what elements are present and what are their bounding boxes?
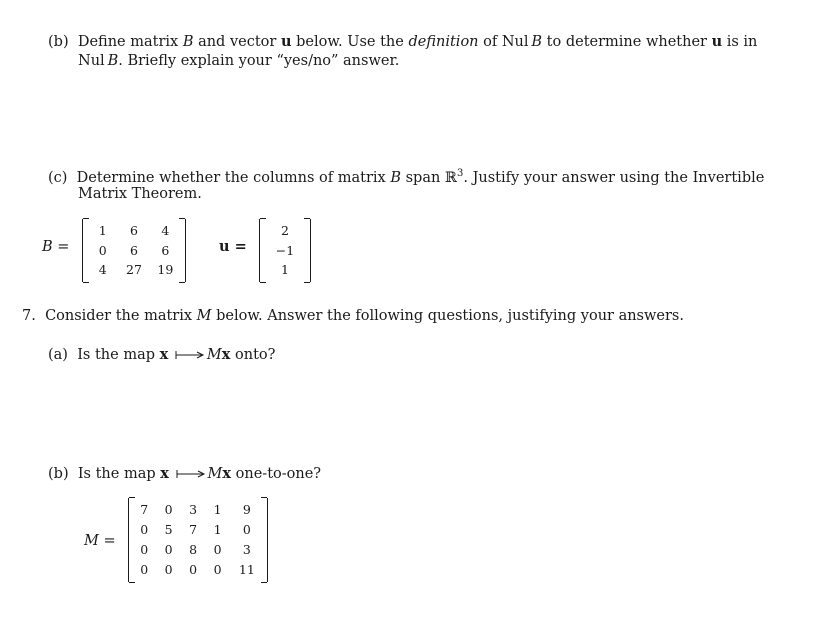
part-b-line-1 [48,33,757,51]
var: B [390,170,401,186]
matrix-cell: 7 [189,522,198,537]
matrix-cell: 0 [140,542,149,557]
part-b-line-2 [78,52,399,70]
matrix-b-label [42,238,69,256]
maps-to-arrow-icon [175,350,205,360]
matrix-cell: 0 [213,542,222,557]
matrix-cell: 1 [213,502,222,517]
q7a-label: (a) [48,347,68,363]
var: M [207,466,223,482]
var: B [182,34,194,50]
matrix-cell: 0 [140,562,149,577]
reals-symbol: ℝ [444,170,457,186]
text: to determine whether [542,34,712,50]
text: Is the map [77,466,161,482]
matrix-cell: 0 [98,242,107,258]
q7-label: 7. [22,308,36,324]
var: x [221,346,231,363]
var: B [107,53,119,69]
matrix-cell: −1 [275,242,295,258]
matrix-cell: 11 [238,562,255,577]
label-text: M = [84,533,116,549]
vector-u [259,219,311,282]
matrix-cell: 6 [130,242,138,258]
matrix-cell: 0 [213,562,222,577]
part-c-line-1 [48,165,764,187]
text: of Nul [478,34,529,50]
exponent: 3 [457,168,464,179]
var: B [531,34,543,50]
var: u [280,33,292,50]
q7b-line [48,465,321,483]
emphasis: definition [408,34,479,50]
matrix-cell: 0 [164,542,173,557]
matrix-cell: 6 [130,223,138,238]
text: below. Answer the following questions, justifying your answers. [211,308,684,324]
var: x [160,465,169,482]
label-text: B = [42,239,70,255]
matrix-cell: 4 [161,223,170,238]
matrix-cell: 0 [242,522,251,537]
text: is in [722,34,758,50]
var: x [159,346,169,363]
part-c-label: (c) [48,170,68,186]
text: Is the map [77,347,160,363]
matrix-cell: 27 [126,262,142,277]
var: M [206,347,222,363]
text: Define matrix [77,34,183,50]
text: Nul [78,53,105,69]
var: x [222,465,232,482]
q7b-label: (b) [48,466,69,482]
matrix-cell: 1 [213,522,222,537]
q7-line [22,307,684,325]
var: M [196,308,212,324]
matrix-cell: 6 [161,242,170,258]
matrix-cell: 8 [189,542,198,557]
text: Determine whether the columns of matrix [76,170,391,186]
part-c-line-2 [78,185,202,203]
matrix-cell: 9 [242,502,251,517]
maps-to-arrow-icon [176,469,206,479]
text: one-to-one? [231,466,322,482]
matrix-cell: 0 [164,502,173,517]
matrix-cell: 0 [140,522,149,537]
matrix-cell: 7 [140,502,149,517]
matrix-cell: 0 [189,562,198,577]
text: below. Use the [291,34,409,50]
text: span [401,170,445,186]
matrix-m [128,498,268,582]
text: . Justify your answer using the Invertible [463,170,765,186]
matrix-cell: 3 [189,502,198,517]
matrix-cell: 19 [157,262,174,277]
vector-u-label [219,238,247,256]
matrix-cell: 1 [98,223,107,238]
var: u [711,33,723,50]
matrix-cell: 0 [164,562,173,577]
text: . Briefly explain your “yes/no” answer. [118,53,400,69]
matrix-cell: 5 [164,522,173,537]
matrix-cell: 3 [242,542,251,557]
matrix-cell: 1 [281,262,289,277]
text: onto? [230,347,276,363]
label-text: u = [219,238,247,255]
matrix-cell: 2 [281,223,289,238]
matrix-cell: 4 [98,262,107,277]
text: and vector [193,34,281,50]
text: Consider the matrix [45,308,197,324]
q7a-line [48,346,275,364]
matrix-b [82,219,186,282]
part-b-label: (b) [48,34,69,50]
text: Matrix Theorem. [78,186,202,202]
matrix-m-label [84,532,116,550]
